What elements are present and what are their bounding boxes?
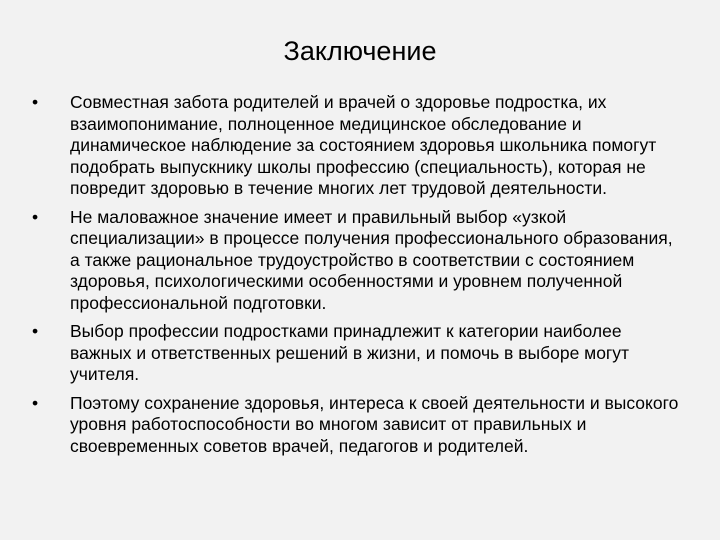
bullet-item-1 xyxy=(32,92,682,200)
bullet-list xyxy=(32,92,682,464)
bullet-icon: • xyxy=(32,321,39,341)
bullet-icon: • xyxy=(32,392,39,413)
bullet-text: Совместная забота родителей и врачей о здоровье подростка, их взаимопонимание, полноценное медицинское обследование и динамическое наблюдение за состоянием здоровья школьника помогут подобрать выпускнику школы профессию (специальность), которая не повредит здоровью в течение многих лет трудовой деятельности. xyxy=(70,92,657,198)
bullet-item-2 xyxy=(32,207,682,315)
bullet-icon: • xyxy=(32,92,39,112)
bullet-item-4 xyxy=(32,393,682,458)
bullet-text: Не маловажное значение имеет и правильный выбор «узкой специализации» в процессе получения профессионального образования, а также рациональное трудоустройство в соответствии с состоянием здоровья, психологическими особенностями и уровнем полученной профессиональной подготовки. xyxy=(70,206,673,313)
slide-title: Заключение xyxy=(283,36,437,66)
bullet-text: Выбор профессии подростками принадлежит к категории наиболее важных и ответственных решений в жизни, и помочь в выборе могут учителя. xyxy=(70,321,630,384)
bullet-item-3 xyxy=(32,321,682,386)
bullet-icon: • xyxy=(32,206,39,227)
bullet-text: Поэтому сохранение здоровья, интереса к своей деятельности и высокого уровня работоспособности во многом зависит от правильных и своевременных советов врачей, педагогов и родителей. xyxy=(70,392,679,456)
